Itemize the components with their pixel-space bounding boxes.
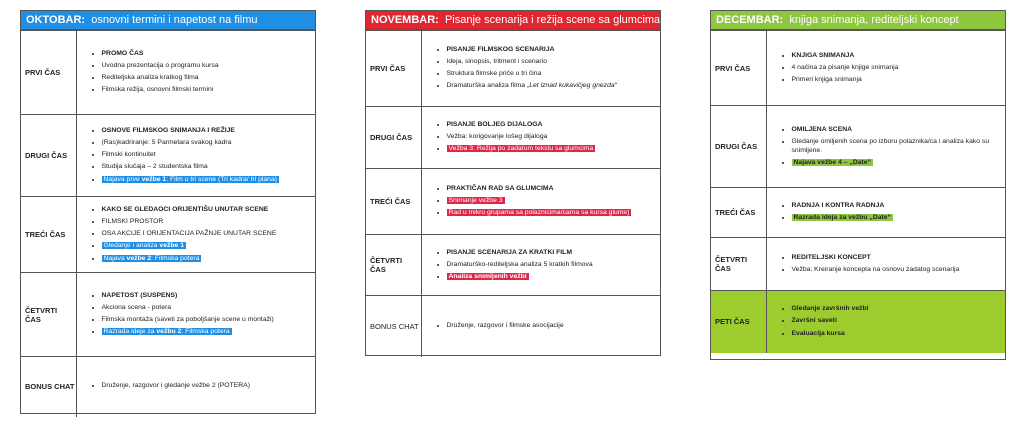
schedule-row [366,31,660,107]
session-label: ČETVRTI ČAS [21,273,76,357]
list-item [792,214,1002,223]
schedule-row [21,31,315,115]
decembar-header [711,11,1005,30]
list-item [102,127,312,136]
schedule-row [21,357,315,417]
item-text: FILMSKI PROSTOR [101,218,164,226]
session-topic-list [434,185,657,218]
item-text: PISANJE BOLJEG DIJALOGA [446,121,543,129]
item-text: PISANJE SCENARIJA ZA KRATKI FILM [446,248,572,256]
list-item [102,255,312,264]
session-topic-list [89,127,312,184]
item-text: Razrada ideje za [103,328,157,336]
session-content [76,273,315,357]
highlighted-text [447,197,505,204]
session-topic-list [779,254,1002,275]
session-topic-list [779,305,1002,338]
item-text-continued: : Filmska potera [181,328,230,336]
session-topic-list [779,126,1002,168]
session-label: PRVI ČAS [711,31,766,106]
list-item [102,382,312,391]
item-text: Uvodna prezentacija o programu kursa [101,62,219,70]
item-text: OSNOVE FILMSKOG SNIMANJA I REŽIJE [101,126,235,134]
item-text: PROMO ČAS [101,49,144,57]
list-item [102,292,312,301]
highlighted-text [102,255,202,262]
oktobar-header [21,11,315,30]
item-text: Vežba 3: Režija po zadatom tekstu sa glumcima [448,145,594,153]
list-item [447,70,657,79]
list-item [102,176,312,185]
decembar-title: knjiga snimanja, rediteljski koncept [789,14,959,26]
list-item [102,218,312,227]
item-text: Gledanje omiljenih scena po izboru polaznika/ca i analiza kako su snimljene. [791,137,990,154]
list-item [792,126,1002,135]
item-text: Akciona scena - potera [101,304,172,312]
schedule-row [711,31,1005,106]
item-text: Filmska režija, osnovni filmski termini [101,86,214,94]
list-item [102,151,312,160]
item-text: Studija slučaja – 2 studentska filma [101,163,208,171]
highlighted-text [447,209,632,216]
session-content [76,115,315,197]
session-content [421,296,660,357]
list-item [102,206,312,215]
list-item [102,230,312,239]
list-item [102,328,312,337]
item-bold-text: vežbe 1 [141,175,167,183]
highlighted-text [102,242,186,249]
item-text: REDITELJSKI KONCEPT [791,253,871,261]
list-item [792,76,1002,85]
schedule-row [366,169,660,235]
item-text: Gledanje završnih vežbi [791,305,869,313]
session-label: TREĆI ČAS [711,188,766,238]
session-label: ČETVRTI ČAS [711,238,766,291]
item-text: Dramaturška analiza filma [446,82,527,90]
list-item [447,249,657,258]
session-topic-list [779,202,1002,223]
highlighted-text [447,145,596,152]
session-topic-list [434,322,657,331]
list-item [102,74,312,83]
session-content [766,238,1005,291]
oktobar-schedule-table [21,30,315,417]
item-text: Najava vežbe 4 – „Date“ [793,158,871,166]
item-text: Gledanje i analiza [103,242,160,250]
session-topic-list [89,50,312,95]
session-label: PETI ČAS [711,291,766,353]
list-item [792,202,1002,211]
session-content [421,169,660,235]
item-text: Analiza snimljenih vežbi [448,272,527,280]
session-topic-list [89,292,312,337]
item-italic-text: „Let iznad kukavičjeg gnezda“ [526,82,617,90]
item-bold-text: vežbe 1 [159,242,184,250]
oktobar-panel [20,10,316,414]
session-label: DRUGI ČAS [711,106,766,188]
session-content [766,106,1005,188]
list-item [792,138,1002,155]
session-content [766,291,1005,353]
session-topic-list [434,249,657,282]
session-content [76,31,315,115]
session-label: TREĆI ČAS [21,197,76,273]
item-text: PRAKTIČAN RAD SA GLUMCIMA [446,185,554,193]
list-item [102,62,312,71]
list-item [447,273,657,282]
item-text: Filmski kontinuitet [101,151,156,159]
list-item [792,266,1002,275]
schedule-row [711,188,1005,238]
item-text: PISANJE FILMSKOG SCENARIJA [446,45,555,53]
list-item [447,82,657,91]
list-item [102,242,312,251]
item-text: OSA AKCIJE I ORIJENTACIJA PAŽNJE UNUTAR SCENE [101,230,277,238]
list-item [447,133,657,142]
item-text: Rediteljska analiza kratkog filma [101,74,199,82]
schedule-row [21,273,315,357]
item-text: Najava prve [103,175,142,183]
list-item [447,322,657,331]
schedule-row [711,291,1005,353]
schedule-row [366,107,660,169]
list-item [792,330,1002,339]
item-bold-text: vežbe 2 [126,254,152,262]
session-content [76,197,315,273]
session-label: TREĆI ČAS [366,169,421,235]
list-item [792,64,1002,73]
schedule-row [366,235,660,296]
session-label: DRUGI ČAS [366,107,421,169]
item-bold-text: vežbu 2 [156,328,182,336]
session-label: BONUS CHAT [366,296,421,357]
session-topic-list [434,121,657,154]
item-text: KNJIGA SNIMANJA [791,51,855,59]
item-text: Evaluacija kursa [791,329,845,337]
list-item [447,58,657,67]
item-text: (Ras)kadriranje: 5 Parmetara svakog kadra [101,139,232,147]
schedule-row [366,296,660,357]
session-content [76,357,315,417]
novembar-schedule-table [366,30,660,357]
item-text: Ideja, sinopsis, tritment i scenario [446,58,547,66]
item-text: OMILJENA SCENA [791,125,853,133]
session-content [421,235,660,296]
session-label: BONUS CHAT [21,357,76,417]
list-item [102,139,312,148]
item-text: Najava [103,254,127,262]
item-text: Dramaturško-rediteljska analiza 5 kratkih filmova [446,260,593,268]
item-text-continued: : Film u tri scene (Tri kadra/ tri plana) [166,175,278,183]
item-text: KAKO SE GLEDAOCI ORIJENTIŠU UNUTAR SCENE [101,205,269,213]
list-item [102,50,312,59]
schedule-row [711,238,1005,291]
item-text: Završni saveti [791,317,837,325]
session-label: PRVI ČAS [21,31,76,115]
item-text: Vežba: Kreiranje koncepta na osnovu zadatog scenarija [791,265,960,273]
highlighted-text [102,176,280,183]
list-item [447,46,657,55]
session-label: PRVI ČAS [366,31,421,107]
session-topic-list [779,52,1002,85]
list-item [102,316,312,325]
item-text: RADNJA I KONTRA RADNJA [791,202,885,210]
item-text-continued: : Filmska potera [151,254,200,262]
session-content [421,31,660,107]
session-topic-list [89,206,312,263]
list-item [792,317,1002,326]
item-text: NAPETOST (SUSPENS) [101,291,178,299]
list-item [447,185,657,194]
highlighted-text [447,273,529,280]
oktobar-title: osnovni termini i napetost na filmu [91,14,258,26]
highlighted-text [792,214,893,221]
list-item [102,163,312,172]
decembar-month: DECEMBAR: [716,14,784,26]
highlighted-text [792,159,873,166]
list-item [792,305,1002,314]
item-text: Snimanje vežbe 3 [448,197,503,205]
item-text: Razrada ideja za vežbu „Date“ [793,214,891,222]
novembar-panel [365,10,661,356]
list-item [792,254,1002,263]
session-content [766,31,1005,106]
item-text: Rad u mikro grupama sa polaznicima/cama sa kursa glume) [448,209,630,217]
item-text: Druženje, razgovor i gledanje vežbe 2 (POTERA) [101,382,250,390]
item-text: Primeri knjiga snimanja [791,75,862,83]
list-item [792,52,1002,61]
schedule-row [711,106,1005,188]
session-content [766,188,1005,238]
list-item [447,197,657,206]
list-item [792,159,1002,168]
decembar-panel [710,10,1006,360]
list-item [447,261,657,270]
session-label: DRUGI ČAS [21,115,76,197]
novembar-title: Pisanje scenarija i režija scene sa glumcima [444,14,660,26]
novembar-header [366,11,660,30]
decembar-schedule-table [711,30,1005,353]
list-item [447,209,657,218]
item-text: 4 načina za pisanje knjige snimanja [791,63,899,71]
session-topic-list [434,46,657,91]
highlighted-text [102,328,232,335]
list-item [447,145,657,154]
item-text: Filmska montaža (saveti za poboljšanje scene u montaži) [101,316,274,324]
list-item [447,121,657,130]
schedule-row [21,115,315,197]
novembar-month: NOVEMBAR: [371,14,439,26]
item-text: Druženje, razgovor i filmske asocijacije [446,321,564,329]
item-text: Struktura filmske priče u tri čina [446,70,542,78]
list-item [102,304,312,313]
session-topic-list [89,382,312,391]
list-item [102,86,312,95]
session-content [421,107,660,169]
schedule-row [21,197,315,273]
session-label: ČETVRTI ČAS [366,235,421,296]
item-text: Vežba: korigovanje lošeg dijaloga [446,133,548,141]
oktobar-month: OKTOBAR: [26,14,86,26]
